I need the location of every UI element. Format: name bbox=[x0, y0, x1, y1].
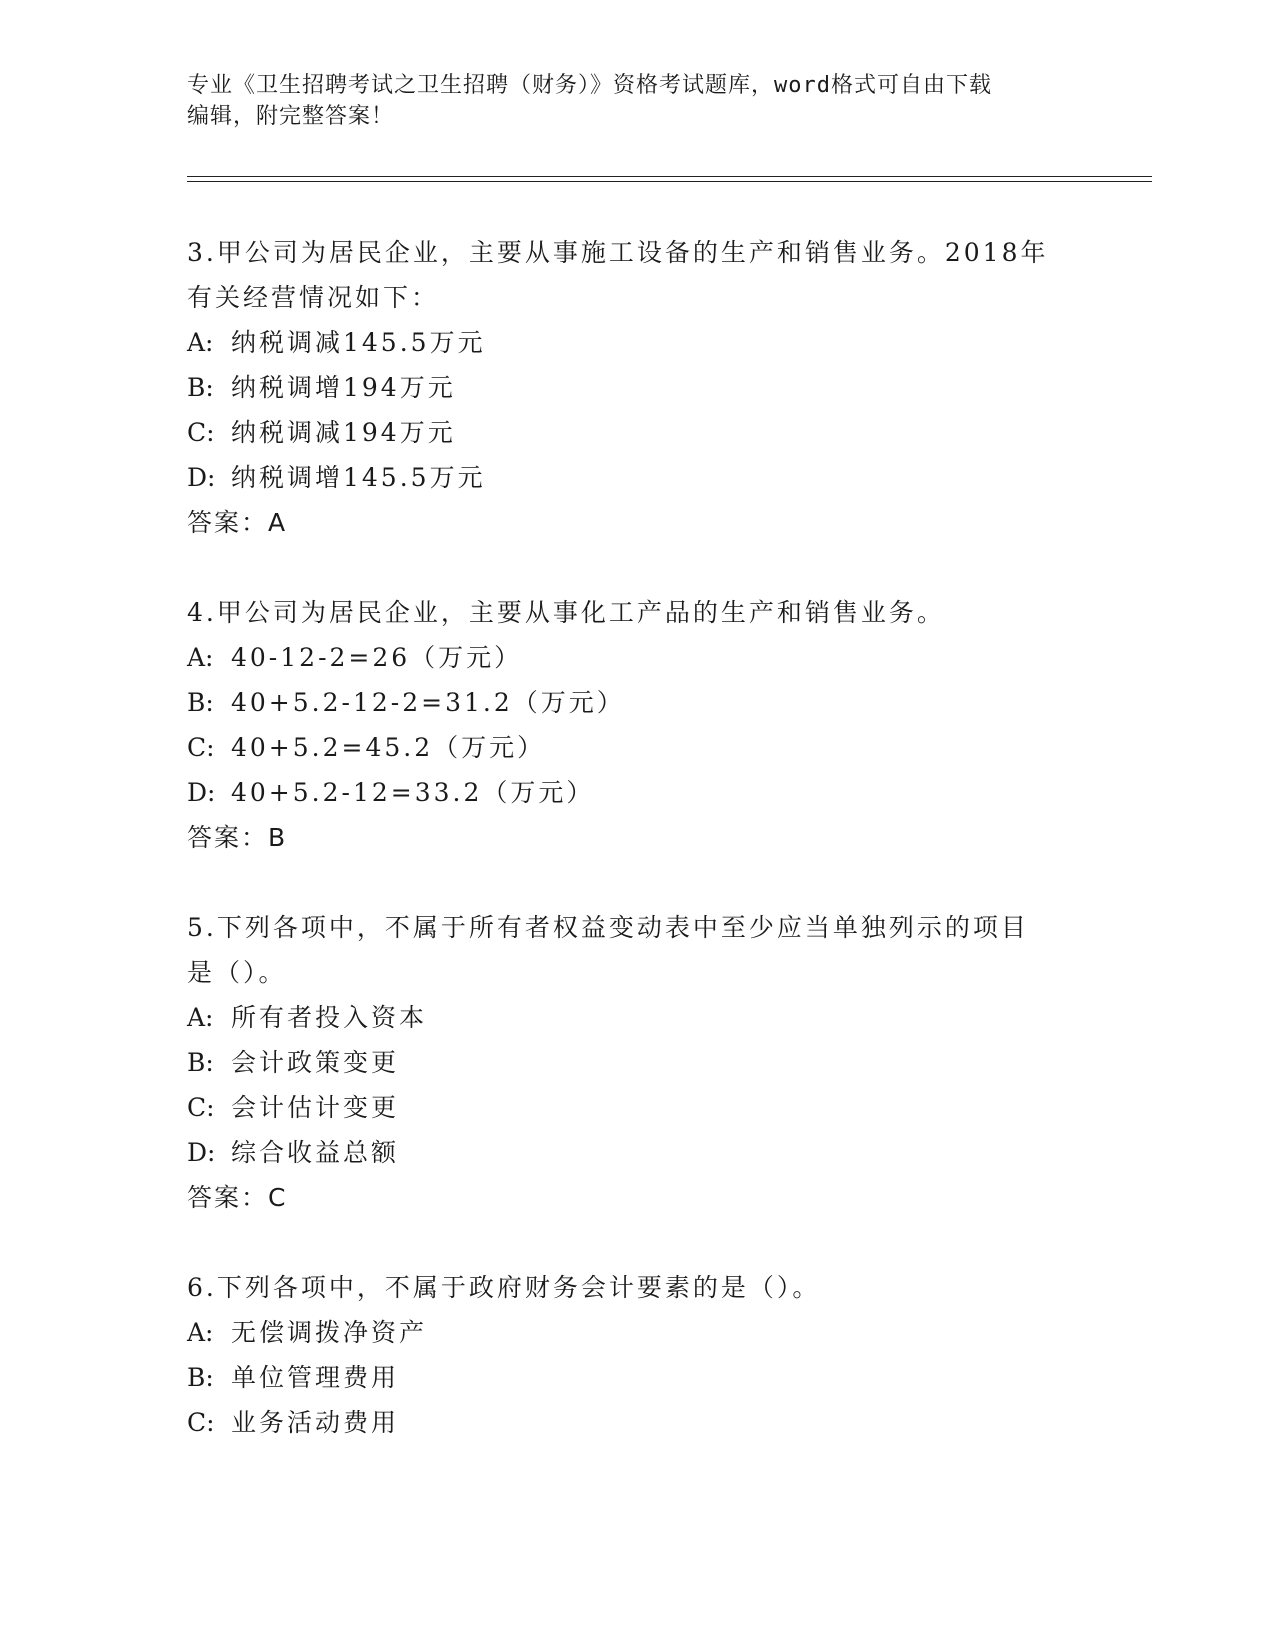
option-b bbox=[187, 1040, 1087, 1085]
option-c bbox=[187, 1400, 1087, 1445]
question-text-line: 4.甲公司为居民企业，主要从事化工产品的生产和销售业务。 bbox=[187, 598, 945, 627]
option-text: 单位管理费用 bbox=[231, 1363, 400, 1392]
option-letter: A: bbox=[187, 328, 214, 357]
question-text-line: 3.甲公司为居民企业，主要从事施工设备的生产和销售业务。2018年 bbox=[187, 238, 1049, 267]
question-list bbox=[187, 230, 1087, 1489]
option-letter: A: bbox=[187, 1003, 214, 1032]
question-text bbox=[187, 905, 1087, 995]
question-3 bbox=[187, 230, 1087, 546]
option-a bbox=[187, 635, 1087, 680]
option-b bbox=[187, 365, 1087, 410]
option-text: 所有者投入资本 bbox=[231, 1003, 428, 1032]
option-a bbox=[187, 1310, 1087, 1355]
question-text bbox=[187, 230, 1087, 320]
question-4 bbox=[187, 590, 1087, 861]
option-b bbox=[187, 680, 1087, 725]
question-text-line: 5.下列各项中，不属于所有者权益变动表中至少应当单独列示的项目 bbox=[187, 913, 1029, 942]
header-line-2: 编辑，附完整答案！ bbox=[187, 104, 395, 129]
option-text: 纳税调增145.5万元 bbox=[231, 463, 486, 492]
option-letter: B: bbox=[187, 1363, 214, 1392]
option-letter: C: bbox=[187, 1093, 215, 1122]
option-text: 纳税调减194万元 bbox=[231, 418, 456, 447]
option-text: 纳税调增194万元 bbox=[231, 373, 456, 402]
option-letter: C: bbox=[187, 418, 215, 447]
answer-label: 答案：C bbox=[187, 1183, 288, 1212]
option-text: 会计政策变更 bbox=[231, 1048, 400, 1077]
option-text: 无偿调拨净资产 bbox=[231, 1318, 428, 1347]
question-text bbox=[187, 590, 1087, 635]
option-text: 纳税调减145.5万元 bbox=[231, 328, 486, 357]
option-d bbox=[187, 455, 1087, 500]
document-header bbox=[187, 70, 1067, 132]
option-d bbox=[187, 770, 1087, 815]
question-text-line: 有关经营情况如下： bbox=[187, 283, 440, 312]
option-letter: B: bbox=[187, 373, 214, 402]
option-d bbox=[187, 1130, 1087, 1175]
option-letter: B: bbox=[187, 688, 214, 717]
option-text: 40+5.2-12=33.2（万元） bbox=[231, 778, 595, 807]
answer-label: 答案：B bbox=[187, 823, 288, 852]
option-b bbox=[187, 1355, 1087, 1400]
option-letter: A: bbox=[187, 1318, 214, 1347]
header-line-1: 专业《卫生招聘考试之卫生招聘（财务）》资格考试题库，word格式可自由下载 bbox=[187, 73, 992, 98]
option-letter: D: bbox=[187, 463, 216, 492]
option-text: 综合收益总额 bbox=[231, 1138, 400, 1167]
option-letter: C: bbox=[187, 733, 215, 762]
option-a bbox=[187, 320, 1087, 365]
header-divider-top bbox=[187, 176, 1152, 177]
option-c bbox=[187, 725, 1087, 770]
option-letter: D: bbox=[187, 1138, 216, 1167]
option-letter: B: bbox=[187, 1048, 214, 1077]
option-text: 业务活动费用 bbox=[231, 1408, 400, 1437]
question-text bbox=[187, 1265, 1087, 1310]
option-a bbox=[187, 995, 1087, 1040]
option-text: 40+5.2=45.2（万元） bbox=[231, 733, 546, 762]
option-letter: A: bbox=[187, 643, 214, 672]
option-c bbox=[187, 410, 1087, 455]
answer-label: 答案：A bbox=[187, 508, 288, 537]
header-divider-bottom bbox=[187, 181, 1152, 182]
option-c bbox=[187, 1085, 1087, 1130]
question-6 bbox=[187, 1265, 1087, 1445]
question-text-line: 6.下列各项中，不属于政府财务会计要素的是（）。 bbox=[187, 1273, 821, 1302]
option-text: 40-12-2=26（万元） bbox=[231, 643, 523, 672]
question-text-line: 是（）。 bbox=[187, 958, 287, 987]
option-letter: D: bbox=[187, 778, 216, 807]
question-5 bbox=[187, 905, 1087, 1221]
option-letter: C: bbox=[187, 1408, 215, 1437]
option-text: 40+5.2-12-2=31.2（万元） bbox=[231, 688, 625, 717]
option-text: 会计估计变更 bbox=[231, 1093, 400, 1122]
